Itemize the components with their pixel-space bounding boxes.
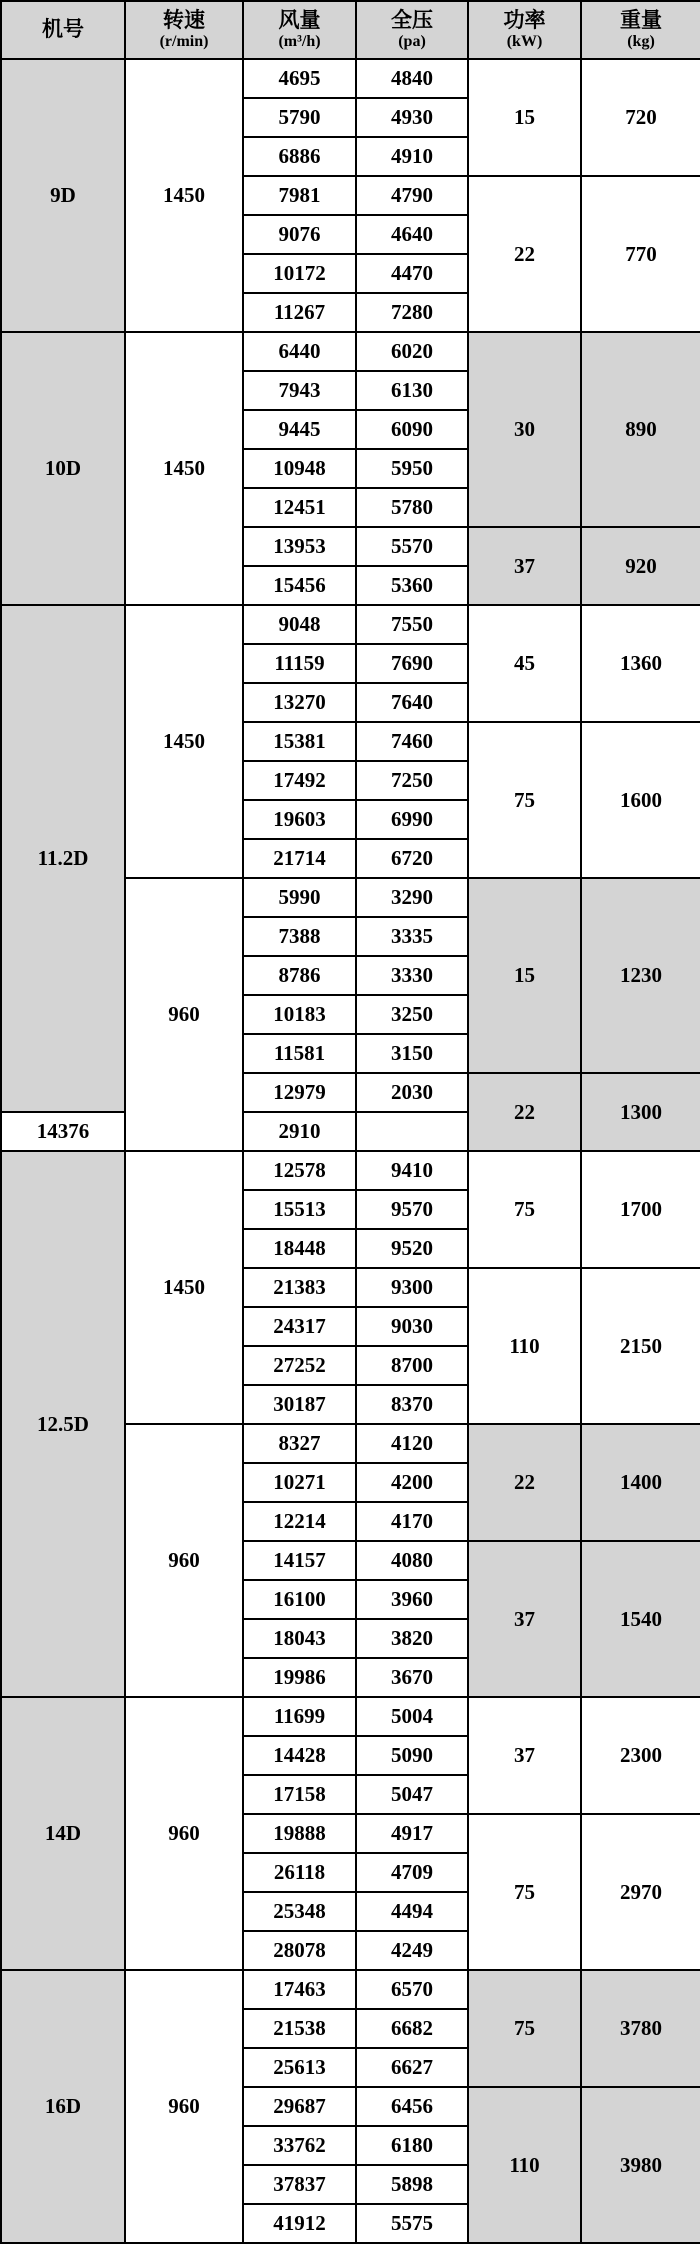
cell-rpm: 960 bbox=[125, 1424, 243, 1697]
cell-flow: 12214 bbox=[243, 1502, 356, 1541]
cell-pressure: 2910 bbox=[243, 1112, 356, 1151]
cell-flow: 12979 bbox=[243, 1073, 356, 1112]
cell-pressure: 3335 bbox=[356, 917, 468, 956]
cell-flow: 25348 bbox=[243, 1892, 356, 1931]
column-header-label: 全压 bbox=[391, 8, 433, 33]
cell-weight: 770 bbox=[581, 176, 700, 332]
cell-pressure: 7550 bbox=[356, 605, 468, 644]
table-header-row bbox=[1, 1, 700, 59]
cell-pressure: 5780 bbox=[356, 488, 468, 527]
cell-flow: 30187 bbox=[243, 1385, 356, 1424]
cell-flow: 21383 bbox=[243, 1268, 356, 1307]
cell-power: 22 bbox=[468, 1073, 581, 1151]
cell-rpm: 1450 bbox=[125, 1151, 243, 1424]
cell-pressure: 6020 bbox=[356, 332, 468, 371]
table-row bbox=[1, 1151, 700, 1190]
cell-model: 16D bbox=[1, 1970, 125, 2243]
cell-power: 75 bbox=[468, 1970, 581, 2087]
column-header-unit: (m³/h) bbox=[278, 32, 321, 50]
cell-pressure: 6720 bbox=[356, 839, 468, 878]
cell-flow: 17463 bbox=[243, 1970, 356, 2009]
column-header-unit: (r/min) bbox=[159, 32, 209, 50]
column-header-4 bbox=[468, 1, 581, 59]
cell-flow: 37837 bbox=[243, 2165, 356, 2204]
cell-weight: 3780 bbox=[581, 1970, 700, 2087]
cell-pressure: 3150 bbox=[356, 1034, 468, 1073]
column-header-1 bbox=[125, 1, 243, 59]
cell-flow: 9445 bbox=[243, 410, 356, 449]
cell-pressure: 7460 bbox=[356, 722, 468, 761]
cell-pressure: 9570 bbox=[356, 1190, 468, 1229]
cell-flow: 15381 bbox=[243, 722, 356, 761]
cell-weight: 1360 bbox=[581, 605, 700, 722]
column-header-3 bbox=[356, 1, 468, 59]
cell-pressure: 4640 bbox=[356, 215, 468, 254]
cell-power: 75 bbox=[468, 1151, 581, 1268]
table-row bbox=[1, 605, 700, 644]
table-row bbox=[1, 332, 700, 371]
cell-flow: 5790 bbox=[243, 98, 356, 137]
table-row bbox=[1, 1697, 700, 1736]
cell-flow: 11267 bbox=[243, 293, 356, 332]
cell-flow: 14376 bbox=[1, 1112, 125, 1151]
cell-flow: 6886 bbox=[243, 137, 356, 176]
cell-pressure: 4790 bbox=[356, 176, 468, 215]
cell-pressure: 5004 bbox=[356, 1697, 468, 1736]
cell-flow: 19603 bbox=[243, 800, 356, 839]
cell-pressure: 6180 bbox=[356, 2126, 468, 2165]
cell-model: 9D bbox=[1, 59, 125, 332]
cell-model: 11.2D bbox=[1, 605, 125, 1112]
cell-pressure: 4840 bbox=[356, 59, 468, 98]
cell-pressure: 3290 bbox=[356, 878, 468, 917]
cell-rpm: 1450 bbox=[125, 332, 243, 605]
cell-weight: 2970 bbox=[581, 1814, 700, 1970]
column-header-label: 转速 bbox=[163, 8, 205, 33]
cell-pressure: 5047 bbox=[356, 1775, 468, 1814]
cell-flow: 5990 bbox=[243, 878, 356, 917]
cell-pressure: 7280 bbox=[356, 293, 468, 332]
cell-flow: 25613 bbox=[243, 2048, 356, 2087]
column-header-unit: (pa) bbox=[398, 32, 426, 50]
cell-pressure: 9030 bbox=[356, 1307, 468, 1346]
cell-flow: 10271 bbox=[243, 1463, 356, 1502]
cell-flow: 15456 bbox=[243, 566, 356, 605]
cell-flow: 10183 bbox=[243, 995, 356, 1034]
cell-flow: 21714 bbox=[243, 839, 356, 878]
cell-flow: 29687 bbox=[243, 2087, 356, 2126]
cell-flow: 24317 bbox=[243, 1307, 356, 1346]
table-row bbox=[1, 1970, 700, 2009]
cell-power: 30 bbox=[468, 332, 581, 527]
cell-flow: 41912 bbox=[243, 2204, 356, 2243]
cell-model: 12.5D bbox=[1, 1151, 125, 1697]
cell-flow: 7943 bbox=[243, 371, 356, 410]
cell-flow: 10172 bbox=[243, 254, 356, 293]
cell-weight: 1600 bbox=[581, 722, 700, 878]
cell-pressure: 4917 bbox=[356, 1814, 468, 1853]
cell-weight: 1540 bbox=[581, 1541, 700, 1697]
cell-flow: 28078 bbox=[243, 1931, 356, 1970]
column-header-label: 重量 bbox=[620, 8, 662, 33]
cell-flow: 9076 bbox=[243, 215, 356, 254]
cell-pressure: 7250 bbox=[356, 761, 468, 800]
cell-flow: 18043 bbox=[243, 1619, 356, 1658]
cell-flow: 12578 bbox=[243, 1151, 356, 1190]
cell-pressure: 3330 bbox=[356, 956, 468, 995]
cell-pressure: 4249 bbox=[356, 1931, 468, 1970]
column-header-5 bbox=[581, 1, 700, 59]
cell-pressure: 7690 bbox=[356, 644, 468, 683]
cell-flow: 13270 bbox=[243, 683, 356, 722]
cell-pressure: 3960 bbox=[356, 1580, 468, 1619]
cell-pressure: 6456 bbox=[356, 2087, 468, 2126]
cell-flow: 7388 bbox=[243, 917, 356, 956]
cell-pressure: 4080 bbox=[356, 1541, 468, 1580]
table-body bbox=[1, 59, 700, 2243]
cell-flow: 11581 bbox=[243, 1034, 356, 1073]
cell-flow: 15513 bbox=[243, 1190, 356, 1229]
cell-power: 110 bbox=[468, 2087, 581, 2243]
cell-pressure: 3670 bbox=[356, 1658, 468, 1697]
cell-weight: 1230 bbox=[581, 878, 700, 1073]
column-header-unit: (kW) bbox=[506, 32, 543, 50]
cell-flow: 17492 bbox=[243, 761, 356, 800]
cell-flow: 4695 bbox=[243, 59, 356, 98]
cell-pressure: 7640 bbox=[356, 683, 468, 722]
cell-weight: 1400 bbox=[581, 1424, 700, 1541]
cell-pressure: 2030 bbox=[356, 1073, 468, 1112]
cell-power: 37 bbox=[468, 1697, 581, 1814]
cell-pressure: 9300 bbox=[356, 1268, 468, 1307]
cell-pressure: 8700 bbox=[356, 1346, 468, 1385]
column-header-2 bbox=[243, 1, 356, 59]
cell-model: 14D bbox=[1, 1697, 125, 1970]
cell-power: 37 bbox=[468, 527, 581, 605]
cell-pressure: 8370 bbox=[356, 1385, 468, 1424]
cell-pressure: 5090 bbox=[356, 1736, 468, 1775]
cell-power: 45 bbox=[468, 605, 581, 722]
cell-rpm: 960 bbox=[125, 878, 243, 1151]
table-header bbox=[1, 1, 700, 59]
cell-weight: 3980 bbox=[581, 2087, 700, 2243]
cell-pressure: 9410 bbox=[356, 1151, 468, 1190]
cell-rpm: 960 bbox=[125, 1970, 243, 2243]
cell-flow: 8327 bbox=[243, 1424, 356, 1463]
cell-flow: 14157 bbox=[243, 1541, 356, 1580]
column-header-label: 机号 bbox=[42, 17, 84, 42]
cell-flow: 19888 bbox=[243, 1814, 356, 1853]
cell-pressure: 4930 bbox=[356, 98, 468, 137]
cell-pressure: 5575 bbox=[356, 2204, 468, 2243]
cell-pressure: 4709 bbox=[356, 1853, 468, 1892]
cell-pressure: 4120 bbox=[356, 1424, 468, 1463]
cell-pressure: 3250 bbox=[356, 995, 468, 1034]
cell-rpm: 1450 bbox=[125, 59, 243, 332]
column-header-label: 风量 bbox=[278, 8, 321, 33]
cell-weight: 920 bbox=[581, 527, 700, 605]
cell-pressure: 6990 bbox=[356, 800, 468, 839]
column-header-0 bbox=[1, 1, 125, 59]
cell-pressure: 6130 bbox=[356, 371, 468, 410]
cell-power: 37 bbox=[468, 1541, 581, 1697]
cell-pressure: 5570 bbox=[356, 527, 468, 566]
cell-weight: 720 bbox=[581, 59, 700, 176]
cell-weight: 1700 bbox=[581, 1151, 700, 1268]
cell-weight: 2150 bbox=[581, 1268, 700, 1424]
cell-flow: 13953 bbox=[243, 527, 356, 566]
cell-power: 75 bbox=[468, 722, 581, 878]
column-header-label: 功率 bbox=[503, 8, 546, 33]
cell-weight: 1300 bbox=[581, 1073, 700, 1151]
cell-flow: 19986 bbox=[243, 1658, 356, 1697]
cell-flow: 7981 bbox=[243, 176, 356, 215]
column-header-unit: (kg) bbox=[627, 32, 655, 50]
cell-pressure: 4910 bbox=[356, 137, 468, 176]
cell-flow: 33762 bbox=[243, 2126, 356, 2165]
cell-power: 22 bbox=[468, 1424, 581, 1541]
cell-pressure: 4494 bbox=[356, 1892, 468, 1931]
cell-pressure: 5360 bbox=[356, 566, 468, 605]
cell-power: 15 bbox=[468, 59, 581, 176]
cell-flow: 21538 bbox=[243, 2009, 356, 2048]
cell-flow: 16100 bbox=[243, 1580, 356, 1619]
cell-pressure: 5950 bbox=[356, 449, 468, 488]
cell-model: 10D bbox=[1, 332, 125, 605]
cell-power: 110 bbox=[468, 1268, 581, 1424]
cell-pressure: 6570 bbox=[356, 1970, 468, 2009]
cell-power: 75 bbox=[468, 1814, 581, 1970]
cell-rpm: 1450 bbox=[125, 605, 243, 878]
table-row bbox=[1, 59, 700, 98]
cell-flow: 12451 bbox=[243, 488, 356, 527]
cell-power: 22 bbox=[468, 176, 581, 332]
cell-flow: 6440 bbox=[243, 332, 356, 371]
cell-flow: 9048 bbox=[243, 605, 356, 644]
cell-pressure: 4170 bbox=[356, 1502, 468, 1541]
cell-flow: 26118 bbox=[243, 1853, 356, 1892]
cell-flow: 10948 bbox=[243, 449, 356, 488]
cell-pressure: 5898 bbox=[356, 2165, 468, 2204]
cell-power: 15 bbox=[468, 878, 581, 1073]
cell-pressure: 4200 bbox=[356, 1463, 468, 1502]
cell-flow: 8786 bbox=[243, 956, 356, 995]
cell-pressure: 3820 bbox=[356, 1619, 468, 1658]
cell-flow: 11159 bbox=[243, 644, 356, 683]
cell-flow: 17158 bbox=[243, 1775, 356, 1814]
cell-pressure: 6682 bbox=[356, 2009, 468, 2048]
cell-flow: 11699 bbox=[243, 1697, 356, 1736]
cell-rpm: 960 bbox=[125, 1697, 243, 1970]
cell-pressure: 4470 bbox=[356, 254, 468, 293]
cell-pressure: 6627 bbox=[356, 2048, 468, 2087]
cell-pressure: 6090 bbox=[356, 410, 468, 449]
cell-flow: 27252 bbox=[243, 1346, 356, 1385]
cell-flow: 14428 bbox=[243, 1736, 356, 1775]
cell-weight: 890 bbox=[581, 332, 700, 527]
cell-flow: 18448 bbox=[243, 1229, 356, 1268]
cell-pressure: 9520 bbox=[356, 1229, 468, 1268]
cell-weight: 2300 bbox=[581, 1697, 700, 1814]
